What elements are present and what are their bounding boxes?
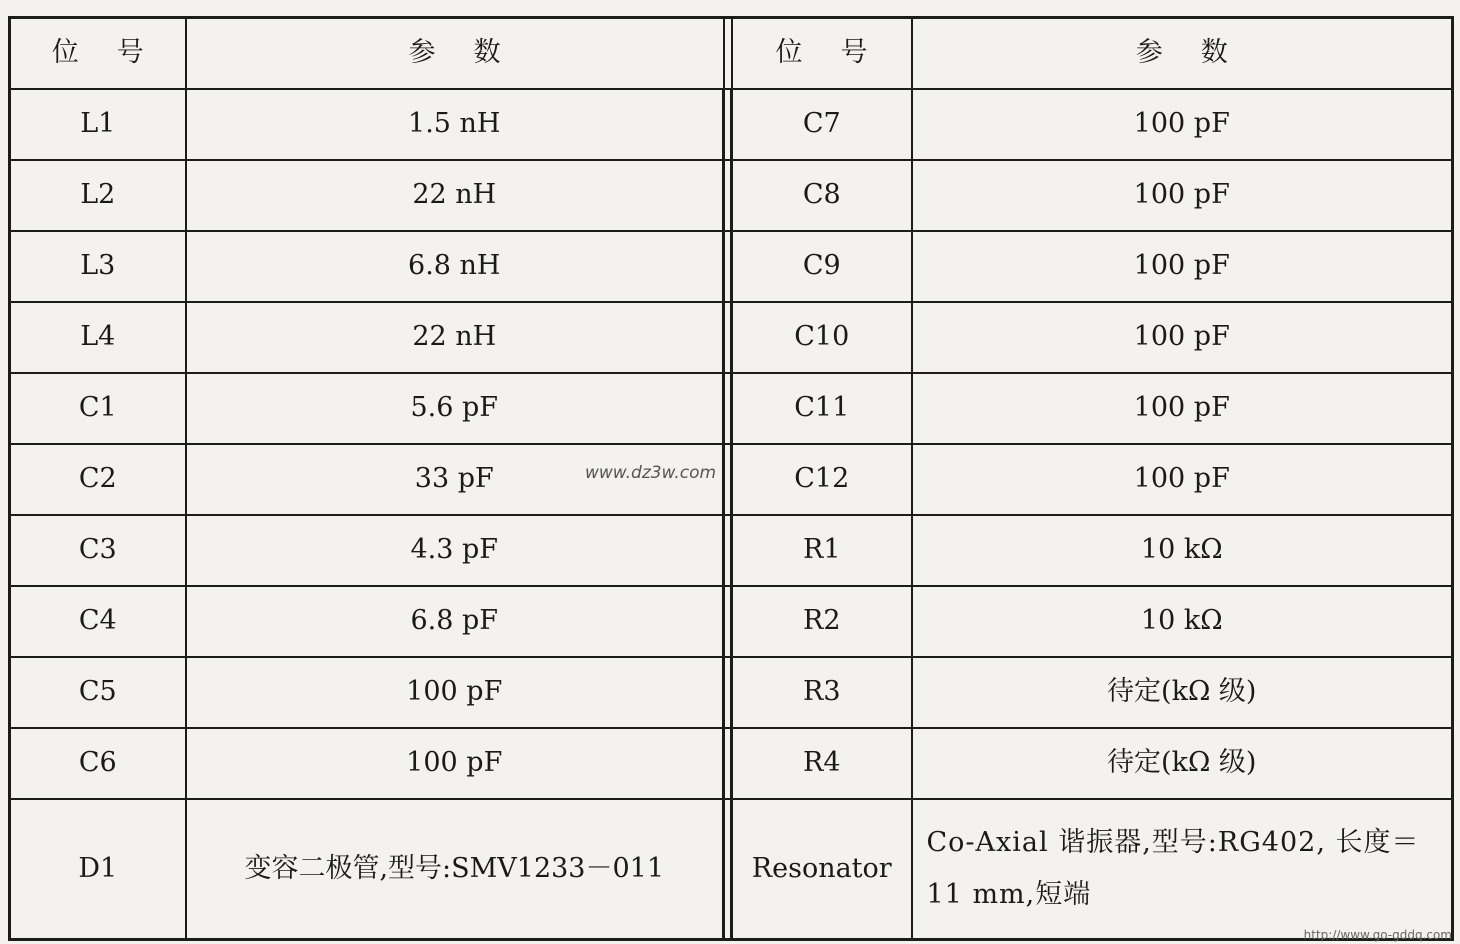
table-row [10,586,1453,657]
table-row [10,444,1453,515]
position-cell: C7 [732,89,912,160]
position-cell: C12 [732,444,912,515]
position-cell: L1 [10,89,186,160]
parameter-cell: 待定(kΩ 级) [912,657,1453,728]
table-row [10,515,1453,586]
position-cell: C11 [732,373,912,444]
position-cell: R4 [732,728,912,799]
parameter-cell: Co-Axial 谐振器,型号:RG402, 长度＝ 11 mm,短端 [912,799,1453,940]
column-divider [724,515,732,586]
position-cell: D1 [10,799,186,940]
parameter-cell: 5.6 pF [186,373,724,444]
parameter-cell: 10 kΩ [912,515,1453,586]
position-cell: C10 [732,302,912,373]
parameter-cell: 22 nH [186,160,724,231]
parameter-cell: 100 pF [186,657,724,728]
header-row [10,18,1453,89]
header-position-left: 位号 [10,18,186,89]
position-cell: C1 [10,373,186,444]
column-divider [724,302,732,373]
table-row [10,373,1453,444]
parameter-cell: 100 pF [912,444,1453,515]
table-row [10,657,1453,728]
table-row [10,728,1453,799]
column-divider [724,799,732,940]
footer-url: http://www.go-gddq.com [1303,928,1452,942]
parameter-cell: 22 nH [186,302,724,373]
parameter-cell: 1.5 nH [186,89,724,160]
parts-table [8,16,1454,941]
position-cell: R2 [732,586,912,657]
position-cell: C3 [10,515,186,586]
parameter-cell: 100 pF [912,160,1453,231]
position-cell: L3 [10,231,186,302]
position-cell: C2 [10,444,186,515]
column-divider [724,728,732,799]
header-position-right: 位号 [732,18,912,89]
table-row [10,160,1453,231]
column-divider [724,18,732,89]
parameter-cell: 4.3 pF [186,515,724,586]
parameter-cell: 10 kΩ [912,586,1453,657]
position-cell: R1 [732,515,912,586]
table-row [10,231,1453,302]
table-body [10,89,1453,940]
column-divider [724,586,732,657]
parameter-cell: 6.8 nH [186,231,724,302]
position-cell: R3 [732,657,912,728]
position-cell: L2 [10,160,186,231]
parameter-cell: 变容二极管,型号:SMV1233－011 [186,799,724,940]
column-divider [724,444,732,515]
column-divider [724,373,732,444]
parameter-cell: 100 pF [912,89,1453,160]
parameter-cell: 100 pF [912,373,1453,444]
parameter-cell: 100 pF [186,728,724,799]
position-cell: L4 [10,302,186,373]
table-row [10,799,1453,940]
position-cell: Resonator [732,799,912,940]
parameter-cell: 100 pF [912,231,1453,302]
header-param-left: 参数 [186,18,724,89]
column-divider [724,160,732,231]
table-row [10,89,1453,160]
position-cell: C6 [10,728,186,799]
position-cell: C4 [10,586,186,657]
position-cell: C8 [732,160,912,231]
table-row [10,302,1453,373]
parameter-cell: 待定(kΩ 级) [912,728,1453,799]
parameter-cell: 33 pF [186,444,724,515]
column-divider [724,657,732,728]
parameter-cell: 6.8 pF [186,586,724,657]
position-cell: C5 [10,657,186,728]
position-cell: C9 [732,231,912,302]
column-divider [724,231,732,302]
column-divider [724,89,732,160]
header-param-right: 参数 [912,18,1453,89]
parameter-cell: 100 pF [912,302,1453,373]
watermark: www.dz3w.com [585,463,717,483]
